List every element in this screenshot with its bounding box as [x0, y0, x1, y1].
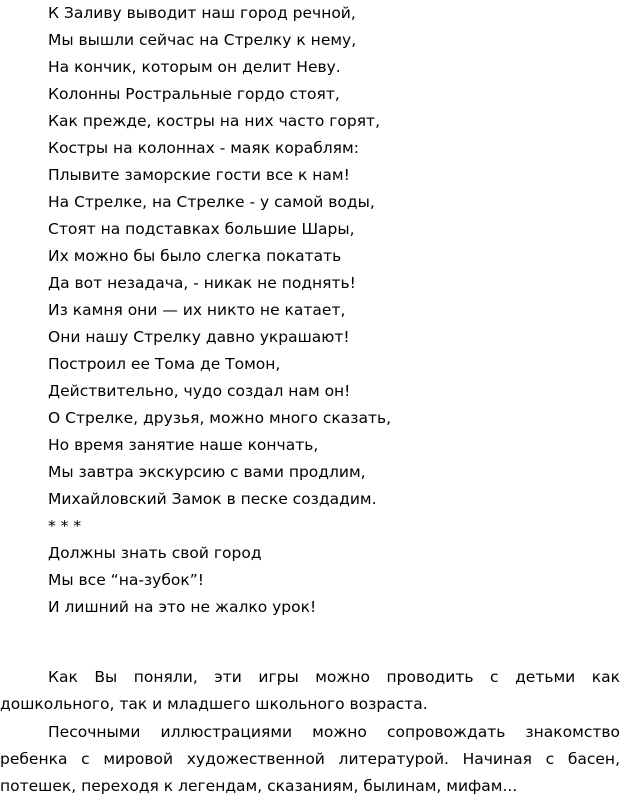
- poem-line: Стоят на подставках большие Шары,: [48, 220, 355, 238]
- paragraph-text: Как Вы поняли, эти игры можно проводить с детьми как дошкольного, так и младшего школьного возраста.: [0, 668, 620, 713]
- poem-line: И лишний на это не жалко урок!: [48, 598, 317, 616]
- poem-line: К Заливу выводит наш город речной,: [48, 4, 356, 22]
- poem-line: Должны знать свой город: [48, 544, 262, 562]
- poem-line: Но время занятие наше кончать,: [48, 436, 319, 454]
- poem-line: Они нашу Стрелку давно украшают!: [48, 328, 350, 346]
- poem-line: Мы все “на-зубок”!: [48, 571, 204, 589]
- paragraph: [0, 664, 620, 718]
- poem-line: На Стрелке, на Стрелке - у самой воды,: [48, 193, 375, 211]
- paragraph-text: Песочными иллюстрациями можно сопровождать знакомство ребенка с мировой художественной литературой. Начиная с басен, потешек, переходя к легендам, сказаниям, былинам, мифам...: [0, 723, 620, 795]
- poem-line: Мы завтра экскурсию с вами продлим,: [48, 463, 366, 481]
- poem-line: Действительно, чудо создал нам он!: [48, 382, 351, 400]
- poem-line: Да вот незадача, - никак не поднять!: [48, 274, 356, 292]
- poem-line: Из камня они — их никто не катает,: [48, 301, 346, 319]
- paragraph: [0, 719, 620, 800]
- poem-line: На кончик, которым он делит Неву.: [48, 58, 341, 76]
- poem-line: Михайловский Замок в песке создадим.: [48, 490, 377, 508]
- poem-line: Построил ее Тома де Томон,: [48, 355, 281, 373]
- poem-line: Как прежде, костры на них часто горят,: [48, 112, 381, 130]
- poem: [48, 0, 608, 621]
- poem-line: Костры на колоннах - маяк кораблям:: [48, 139, 359, 157]
- section-separator: * * *: [48, 517, 82, 535]
- poem-line: Колонны Ростральные гордо стоят,: [48, 85, 340, 103]
- poem-line: Мы вышли сейчас на Стрелку к нему,: [48, 31, 357, 49]
- poem-line: Плывите заморские гости все к нам!: [48, 166, 350, 184]
- poem-line: О Стрелке, друзья, можно много сказать,: [48, 409, 392, 427]
- poem-line: Их можно бы было слегка покатать: [48, 247, 342, 265]
